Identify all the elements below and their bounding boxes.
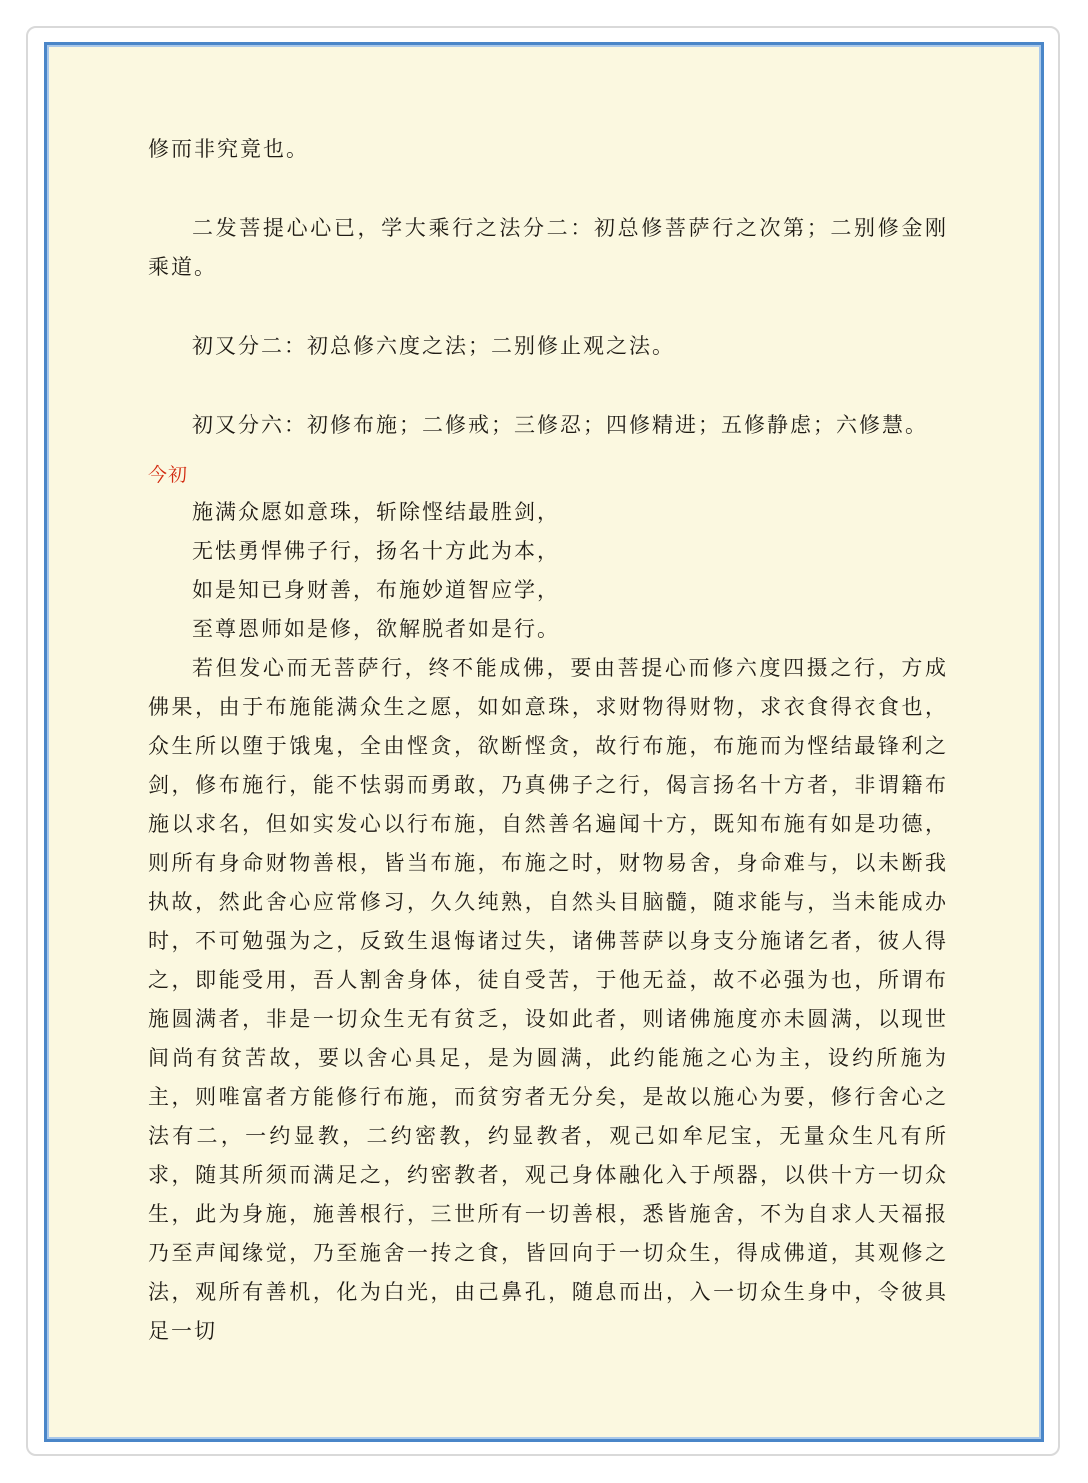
paragraph-outline-mahayana: 二发菩提心心已，学大乘行之法分二：初总修菩萨行之次第；二别修金刚乘道。 bbox=[148, 216, 948, 279]
verse-line: 无怯勇悍佛子行，扬名十方此为本， bbox=[192, 539, 560, 563]
verse-line: 施满众愿如意珠，斩除悭结最胜剑， bbox=[192, 500, 560, 524]
paragraph-outline-six-items: 初又分六：初修布施；二修戒；三修忍；四修精进；五修静虑；六修慧。 bbox=[192, 413, 928, 437]
section-heading: 今初 bbox=[148, 464, 189, 486]
verse-line: 至尊恩师如是修，欲解脱者如是行。 bbox=[192, 617, 560, 641]
paragraph-commentary: 若但发心而无菩萨行，终不能成佛，要由菩提心而修六度四摄之行，方成佛果，由于布施能满众生之愿，如如意珠，求财物得财物，求衣食得衣食也，众生所以堕于饿鬼，全由悭贪，欲断悭贪，故行布施，布施而为悭结最锋利之剑，修布施行，能不怯弱而勇敢，乃真佛子之行，偈言扬名十方者，非谓籍布施以求名，但如实发心以行布施，自然善名遍闻十方，既知布施有如是功德，则所有身命财物善根，皆当布施，布施之时，财物易舍，身命难与，以未断我执故，然此舍心应常修习，久久纯熟，自然头目脑髓，随求能与，当未能成办时，不可勉强为之，反致生退悔诸过失，诸佛菩萨以身支分施诸乞者，彼人得之，即能受用，吾人割舍身体，徒自受苦，于他无益，故不必强为也，所谓布施圆满者，非是一切众生无有贫乏，设如此者，则诸佛施度亦未圆满，以现世间尚有贫苦故，要以舍心具足，是为圆满，此约能施之心为主，设约所施为主，则唯富者方能修行布施，而贫穷者无分矣，是故以施心为要，修行舍心之法有二，一约显教，二约密教，约显教者，观己如牟尼宝，无量众生凡有所求，随其所须而满足之，约密教者，观己身体融化入于颅器，以供十方一切众生，此为身施，施善根行，三世所有一切善根，悉皆施舍，不为自求人天福报乃至声闻缘觉，乃至施舍一抟之食，皆回向于一切众生，得成佛道，其观修之法，观所有善机，化为白光，由己鼻孔，随息而出，入一切众生身中，令彼具足一切 bbox=[148, 656, 948, 1343]
document-body bbox=[148, 130, 948, 1351]
paragraph-outline-six-perfections: 初又分二：初总修六度之法；二别修止观之法。 bbox=[192, 334, 675, 358]
verse-line: 如是知已身财善，布施妙道智应学， bbox=[192, 578, 560, 602]
paragraph-continuation: 修而非究竟也。 bbox=[148, 137, 309, 161]
